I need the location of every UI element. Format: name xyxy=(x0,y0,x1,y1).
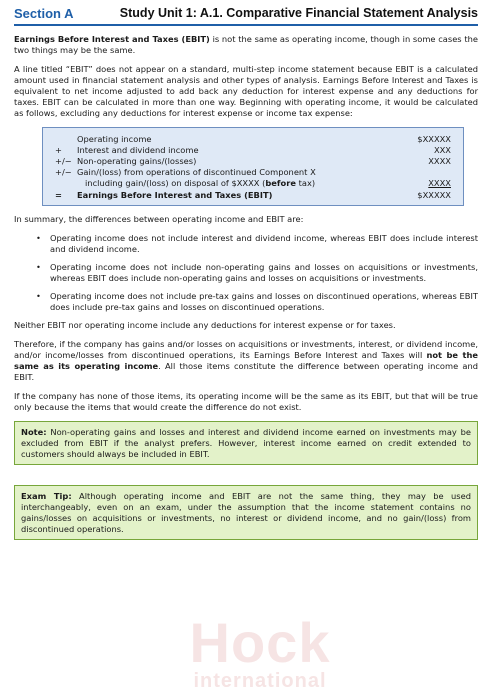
bullet-icon: • xyxy=(36,233,41,243)
formula-description: Interest and dividend income xyxy=(77,145,199,155)
formula-total-description: Earnings Before Interest and Taxes (EBIT) xyxy=(77,190,273,200)
ebit-formula-box xyxy=(42,127,464,206)
intro-paragraph xyxy=(14,34,478,56)
exam-tip-label: Exam Tip: xyxy=(21,491,72,501)
none-paragraph: If the company has none of those items, its operating income will be the same as its EBIT, but that will be true only because the items that would create the difference do not exist. xyxy=(14,391,478,412)
formula-total-row xyxy=(55,190,451,201)
note-box xyxy=(14,421,478,465)
discontinued-line-1: Gain/(loss) from operations of discontinued Component X xyxy=(77,167,316,177)
formula-operator: + xyxy=(55,145,62,155)
formula-amount: XXXX xyxy=(428,156,451,166)
list-item-text: Operating income does not include interest and dividend income, whereas EBIT does include interest and dividend income. xyxy=(50,233,478,254)
list-item xyxy=(14,262,478,284)
document-body xyxy=(14,34,478,540)
publisher-watermark xyxy=(150,611,370,695)
discontinued-line-2-pre: including gain/(loss) on disposal of $XXXX ( xyxy=(85,178,266,188)
bullet-icon: • xyxy=(36,291,41,301)
discontinued-amount: XXXX xyxy=(428,178,451,188)
formula-row xyxy=(55,134,451,145)
differences-list xyxy=(14,233,478,313)
watermark-line-1: Hock xyxy=(189,611,331,674)
formula-amount: XXX xyxy=(433,145,451,155)
formula-description xyxy=(77,167,381,189)
exam-tip-text: Although operating income and EBIT are not the same thing, they may be used interchangeably, even on an exam, under the assumption that the income statement contains no gains/losses on acquisitions or investments, no interest or dividend income, and no gain/(loss) from discontinued operations. xyxy=(21,491,471,534)
therefore-pre: Therefore, if the company has gains and/or losses on acquisitions or investments, interest, or dividend income, and/or income/losses from discontinued operations, its Earnings Before Interest and Taxes will xyxy=(14,339,478,360)
therefore-post: . All those items constitute the difference between operating income and EBIT. xyxy=(14,361,479,382)
definition-paragraph: A line titled “EBIT” does not appear on a standard, multi-step income statement because EBIT is a calculated amount used in financial statement analysis and other types of analysis. Earnings Before Interest and Taxes is equivalent to net income adjusted to add back any deduction for interest expense and any deductions for taxes. EBIT can be calculated in more than one way. Beginning with operating income, it would be calculated as follows, excluding any deductions for interest expense or income tax expense: xyxy=(14,64,478,118)
neither-paragraph: Neither EBIT nor operating income include any deductions for interest expense or for taxes. xyxy=(14,320,396,330)
therefore-paragraph xyxy=(14,339,478,383)
formula-total-amount: $XXXXX xyxy=(417,190,451,200)
note-text: Non-operating gains and losses and interest and dividend income earned on investments may be excluded from EBIT if the analyst prefers. However, interest income earned on credit extended to customers should always be included in EBIT. xyxy=(21,427,471,459)
page-title: Study Unit 1: A.1. Comparative Financial Statement Analysis xyxy=(119,6,478,20)
formula-amount xyxy=(381,167,451,189)
watermark-line-2: international xyxy=(193,670,327,692)
list-item-text: Operating income does not include non-operating gains and losses on acquisitions or investments, whereas EBIT does include non-operating gains and losses on acquisitions or investments. xyxy=(50,262,478,283)
discontinued-line-2-bold: before xyxy=(265,178,296,188)
discontinued-line-2 xyxy=(77,178,315,188)
exam-tip-box xyxy=(14,485,478,540)
page-header xyxy=(14,6,478,26)
formula-operator: = xyxy=(55,190,62,200)
discontinued-line-2-post: tax) xyxy=(295,178,316,188)
formula-amount: $XXXXX xyxy=(417,134,451,144)
list-item xyxy=(14,291,478,313)
list-item xyxy=(14,233,478,255)
bullet-icon: • xyxy=(36,262,41,272)
list-item-text: Operating income does not include pre-tax gains and losses on discontinued operations, whereas EBIT does include pre-tax gains and losses on discontinued operations. xyxy=(50,291,478,312)
formula-row-discontinued xyxy=(55,167,451,189)
formula-row xyxy=(55,156,451,167)
intro-lead: Earnings Before Interest and Taxes (EBIT) xyxy=(14,34,210,44)
formula-operator: +/− xyxy=(55,167,72,177)
section-label: Section A xyxy=(14,6,74,21)
note-label: Note: xyxy=(21,427,47,437)
formula-description: Non-operating gains/(losses) xyxy=(77,156,197,166)
formula-operator: +/− xyxy=(55,156,72,166)
therefore-bold: not be the same as its operating income xyxy=(14,350,478,371)
formula-row xyxy=(55,145,451,156)
intro-rest: is not the same as operating income, though in some cases the two things may be the same. xyxy=(14,34,478,55)
summary-paragraph: In summary, the differences between operating income and EBIT are: xyxy=(14,214,304,224)
formula-description: Operating income xyxy=(77,134,152,144)
